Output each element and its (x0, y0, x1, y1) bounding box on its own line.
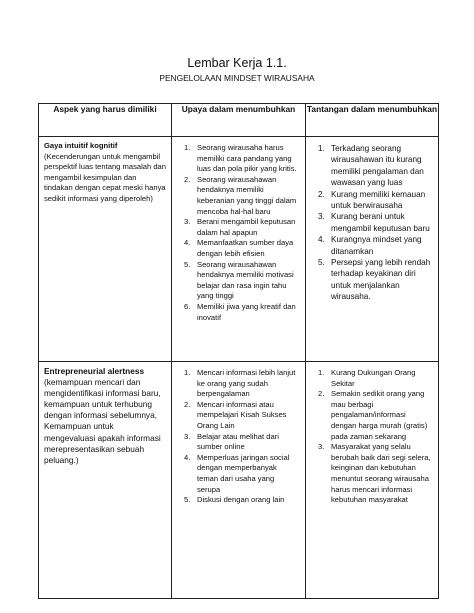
challenge-text: Kurang berani untuk mengambil keputusan baru (331, 212, 430, 233)
challenge-list (314, 368, 432, 506)
list-number: 3. (184, 431, 191, 441)
list-item (314, 234, 432, 257)
aspect-description: (Kecenderungan untuk mengambil perspektif luas tentang masalah dan mengambil kesimpulan dan tindakan dengan cepat meski hanya sedikit informasi yang diperoleh) (44, 151, 167, 203)
list-item (314, 257, 432, 303)
table-header-row (39, 104, 439, 137)
challenge-text: Kurang memiliki kemauan untuk berwirausaha (331, 189, 426, 211)
list-number: 3. (318, 442, 325, 452)
effort-list (180, 368, 299, 506)
list-number: 3. (184, 217, 191, 227)
list-number: 1. (184, 143, 191, 152)
list-item (180, 175, 299, 217)
aspect-title: Entrepreneurial alertness (44, 366, 145, 376)
table-row (39, 137, 439, 362)
effort-list (180, 143, 299, 323)
list-item (180, 432, 299, 453)
list-item (314, 189, 432, 212)
challenge-text: Kurang Dukungan Orang Sekitar (331, 368, 416, 388)
aspect-cell (39, 137, 172, 362)
effort-text: Seorang wirausaha harus memiliki cara pandang yang luas dan pola pikir yang kritis. (197, 143, 297, 174)
effort-text: Memiliki jiwa yang kreatif dan inovatif (197, 301, 296, 322)
challenge-text: Terkadang seorang wirausahawan itu kurang memiliki pengalaman dan wawasan yang luas (331, 144, 424, 188)
list-item (180, 453, 299, 495)
list-item (180, 368, 299, 400)
list-number: 1. (318, 144, 325, 153)
list-number: 5. (184, 495, 191, 505)
list-item (180, 260, 299, 302)
effort-text: Memanfaatkan sumber daya dengan lebih efisien (197, 238, 294, 258)
aspect-cell (39, 362, 172, 599)
list-item (180, 217, 299, 238)
list-number: 2. (318, 189, 325, 199)
effort-text: Berani mengambil keputusan dalam hal apapun (197, 217, 296, 237)
aspect-title: Gaya intuitif kognitif (44, 141, 118, 150)
list-item (314, 211, 432, 234)
header-effort: Upaya dalam menumbuhkan (172, 104, 306, 137)
effort-text: Mencari informasi lebih lanjut ke orang yang sudah berpengalaman (197, 368, 296, 399)
challenge-list (314, 143, 432, 303)
effort-text: Seorang wirausahawan hendaknya memiliki motivasi belajar dan rasa ingin tahu yang tinggi (197, 259, 294, 301)
list-item (314, 368, 432, 389)
page-title: Lembar Kerja 1.1. (187, 56, 287, 70)
list-number: 2. (184, 174, 191, 184)
challenge-text: Masyarakat yang selalu berubah baik dari segi selera, keinginan dan kebutuhan menuntut seorang wirausaha harus mencari informasi kebutuhan masyarakat (331, 442, 431, 505)
list-number: 4. (184, 452, 191, 462)
list-item (180, 143, 299, 175)
list-item (314, 389, 432, 442)
list-number: 4. (318, 235, 325, 245)
header-challenge: Tantangan dalam menumbuhkan (306, 104, 439, 137)
list-number: 2. (184, 399, 191, 409)
list-item (180, 495, 299, 506)
challenge-text: Semakin sedikit orang yang mau berbagi pengalaman/informasi dengan harga murah (gratis) pada zaman sekarang (331, 389, 428, 441)
list-number: 3. (318, 212, 325, 222)
effort-cell (172, 137, 306, 362)
effort-text: Diskusi dengan orang lain (197, 495, 285, 505)
aspect-description: (kemampuan mencari dan mengidentifikasi informasi baru, kemampuan untuk terhubung dengan informasi sebelumnya, Kemampuan untuk mengevaluasi apakah informasi merepresentasikan sebuah peluang.) (44, 376, 161, 466)
challenge-text: Kurangnya mindset yang ditanamkan (331, 235, 422, 256)
list-number: 2. (318, 389, 325, 399)
list-item (314, 442, 432, 506)
page-subtitle: PENGELOLAAN MINDSET WIRAUSAHA (159, 73, 315, 83)
challenge-cell (306, 362, 439, 599)
list-item (180, 302, 299, 323)
effort-text: Belajar atau melihat dari sumber online (197, 431, 279, 452)
worksheet-table (38, 103, 439, 599)
table-row (39, 362, 439, 599)
effort-text: Mencari informasi atau mempelajari Kisah Sukses Orang Lain (197, 399, 287, 430)
list-item (180, 400, 299, 432)
list-item (180, 238, 299, 259)
challenge-text: Persepsi yang lebih rendah terhadap keyakinan diri untuk menjalankan wirausaha. (331, 258, 431, 302)
effort-text: Seorang wirausahawan hendaknya memiliki keberanian yang tinggi dalam mencoba hal-hal baru (197, 174, 297, 216)
list-item (314, 143, 432, 189)
header-aspect: Aspek yang harus dimiliki (39, 104, 172, 137)
list-number: 5. (318, 258, 325, 268)
challenge-cell (306, 137, 439, 362)
list-number: 4. (184, 238, 191, 248)
list-number: 5. (184, 259, 191, 269)
list-number: 1. (318, 368, 325, 377)
list-number: 1. (184, 368, 191, 377)
list-number: 6. (184, 301, 191, 311)
effort-text: Memperluas jaringan social dengan memperbanyak teman dari usaha yang serupa (197, 452, 290, 494)
effort-cell (172, 362, 306, 599)
